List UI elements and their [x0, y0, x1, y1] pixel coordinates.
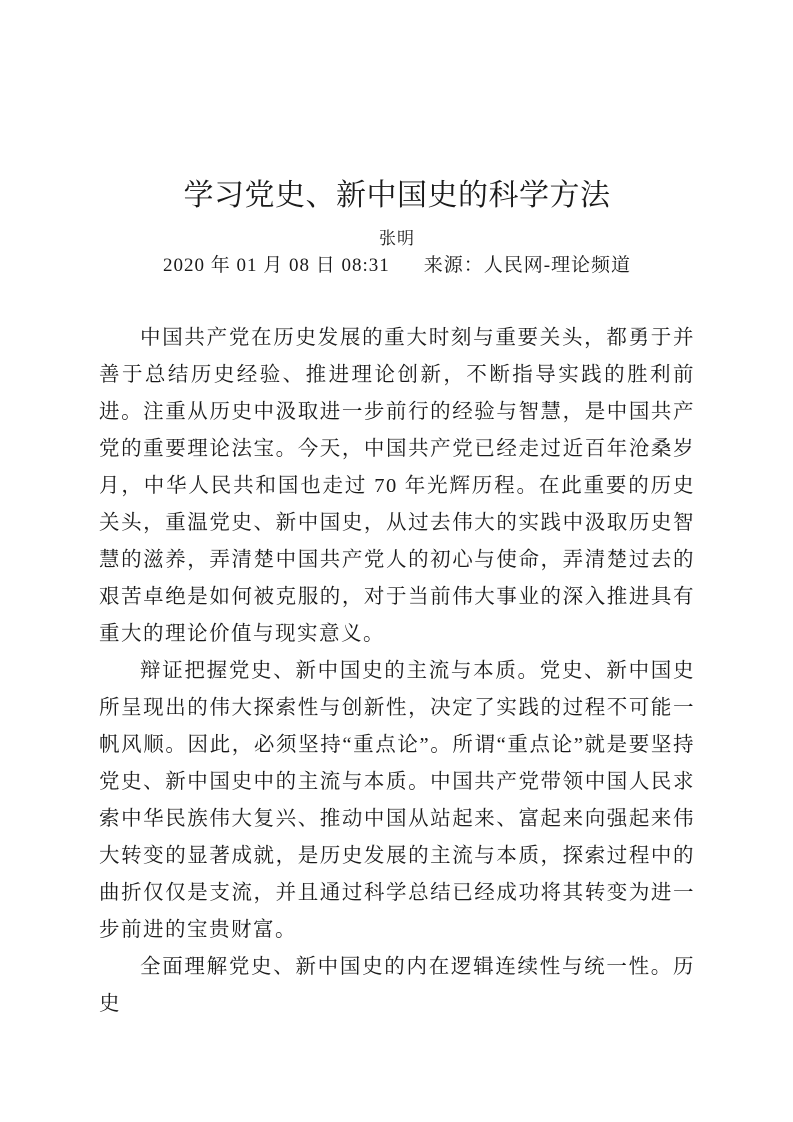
paragraph: 中国共产党在历史发展的重大时刻与重要关头，都勇于并善于总结历史经验、推进理论创新，不断指导实践的胜利前进。注重从历史中汲取进一步前行的经验与智慧，是中国共产党的重要理论法宝。今天，中国共产党已经走过近百年沧桑岁月，中华人民共和国也走过 70 年光辉历程。在此重要的历史关头，重温党史、新中国史，从过去伟大的实践中汲取历史智慧的滋养，弄清楚中国共产党人的初心与使命，弄清楚过去的艰苦卓绝是如何被克服的，对于当前伟大事业的深入推进具有重大的理论价值与现实意义。 [99, 327, 695, 645]
dateline [99, 254, 695, 278]
document-content [99, 0, 695, 1023]
document-title: 学习党史、新中国史的科学方法 [183, 179, 611, 212]
source-label: 来源：人民网-理论频道 [423, 255, 632, 276]
publish-datetime: 2020 年 01 月 08 日 08:31 [162, 255, 390, 276]
paragraph: 辩证把握党史、新中国史的主流与本质。党史、新中国史所呈现出的伟大探索性与创新性，决定了实践的过程不可能一帆风顺。因此，必须坚持“重点论”。所谓“重点论”就是要坚持党史、新中国史中的主流与本质。中国共产党带领中国人民求索中华民族伟大复兴、推动中国从站起来、富起来向强起来伟大转变的显著成就，是历史发展的主流与本质，探索过程中的曲折仅仅是支流，并且通过科学总结已经成功将其转变为进一步前进的宝贵财富。 [99, 660, 695, 941]
article-body [99, 320, 695, 1023]
paragraph: 全面理解党史、新中国史的内在逻辑连续性与统一性。历史 [99, 956, 695, 1015]
author-name: 张明 [379, 229, 415, 248]
